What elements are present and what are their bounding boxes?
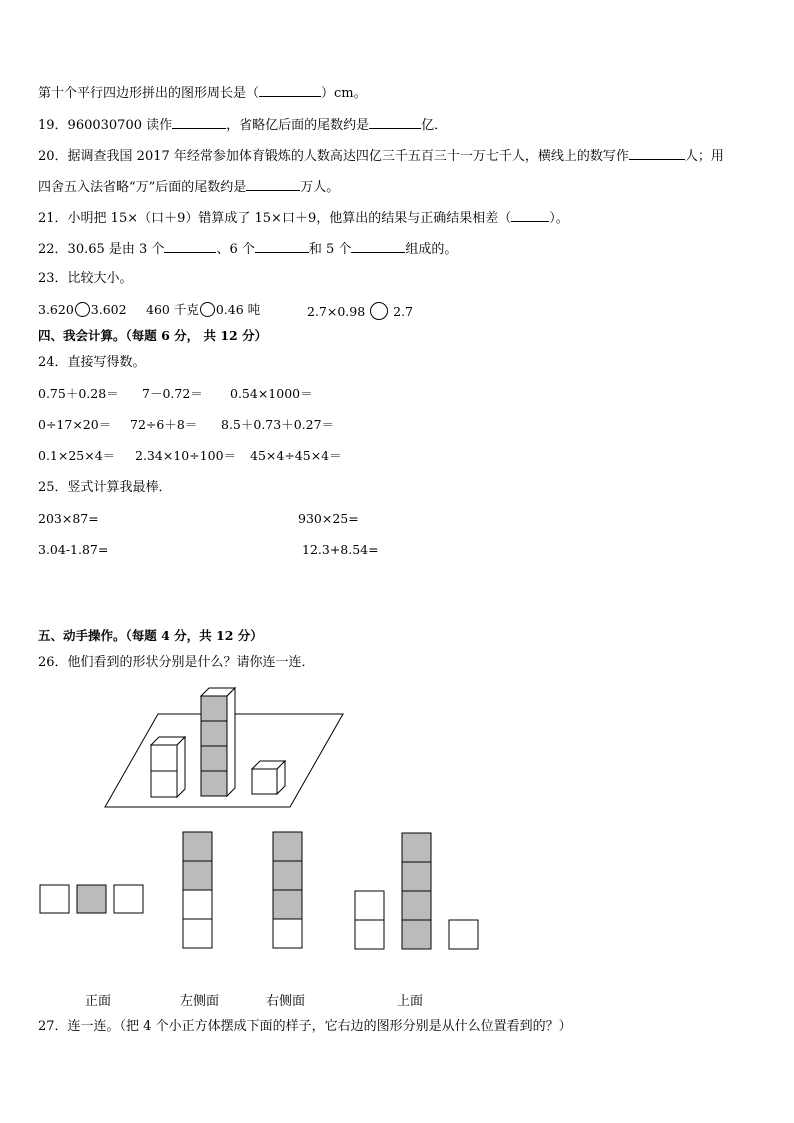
question-27-title: 27．连一连。（把 4 个小正方体摆成下面的样子，它右边的图形分别是从什么位置看到的？） <box>38 1019 572 1034</box>
question-23-title: 23．比较大小。 <box>38 271 133 286</box>
cube-stack-four <box>201 688 235 796</box>
calc-item: 0÷17×20＝ <box>38 417 112 432</box>
compare-3: 2.7×0.98 2.7 <box>307 304 414 319</box>
view-option-column-b[interactable] <box>273 832 302 948</box>
compare-2: 460 千克 0.46 吨 <box>146 302 261 317</box>
view-option-combined[interactable] <box>355 833 478 949</box>
cube-single <box>252 761 285 794</box>
question-21: 21．小明把 15×（口＋9）错算成了 15×口＋9，他算出的结果与正确结果相差（ ）。 <box>38 211 569 226</box>
question-22: 22．30.65 是由 3 个 、6 个 和 5 个 组成的。 <box>38 242 458 257</box>
calc-item: 0.75＋0.28＝ <box>38 386 119 401</box>
calc-item: 7－0.72＝ <box>142 386 203 401</box>
vertical-calc-item: 3.04-1.87= <box>38 542 109 557</box>
view-option-row[interactable] <box>40 885 143 913</box>
calc-item: 72÷6＋8＝ <box>130 417 198 432</box>
calc-item: 0.1×25×4＝ <box>38 448 116 463</box>
vertical-calc-item: 203×87= <box>38 511 99 526</box>
question-25-title: 25．竖式计算我最棒． <box>38 480 172 495</box>
label-top[interactable]: 上面 <box>397 994 424 1009</box>
view-option-column-a[interactable] <box>183 832 212 948</box>
calc-item: 45×4÷45×4＝ <box>250 448 342 463</box>
calc-item: 0.54×1000＝ <box>230 386 313 401</box>
question-19: 19．960030700 读作 ，省略亿后面的尾数约是 亿． <box>38 118 448 133</box>
question-24-title: 24．直接写得数。 <box>38 355 146 370</box>
q18-tail: 第十个平行四边形拼出的图形周长是（ ）cm。 <box>38 86 367 101</box>
label-left-side[interactable]: 左侧面 <box>180 994 220 1009</box>
vertical-calc-item: 930×25= <box>298 511 359 526</box>
section-4-heading: 四、我会计算。（每题 6 分， 共 12 分） <box>38 328 268 343</box>
label-right-side[interactable]: 右侧面 <box>266 994 306 1009</box>
cube-stack-two <box>151 737 185 797</box>
calc-item: 8.5＋0.73＋0.27＝ <box>221 417 335 432</box>
question-20-line1: 20．据调查我国 2017 年经常参加体育锻炼的人数高达四亿三千五百三十一万七千人，横线上的数写作 人；用 <box>38 149 724 164</box>
calc-item: 2.34×10÷100＝ <box>135 448 237 463</box>
section-5-heading: 五、动手操作。（每题 4 分，共 12 分） <box>38 628 263 643</box>
label-front[interactable]: 正面 <box>85 994 112 1009</box>
compare-1: 3.620 3.602 <box>38 302 127 317</box>
question-20-line2: 四舍五入法省略“万”后面的尾数约是 万人。 <box>38 180 340 195</box>
vertical-calc-item: 12.3+8.54= <box>302 542 379 557</box>
question-26-title: 26．他们看到的形状分别是什么？请你连一连． <box>38 655 315 670</box>
